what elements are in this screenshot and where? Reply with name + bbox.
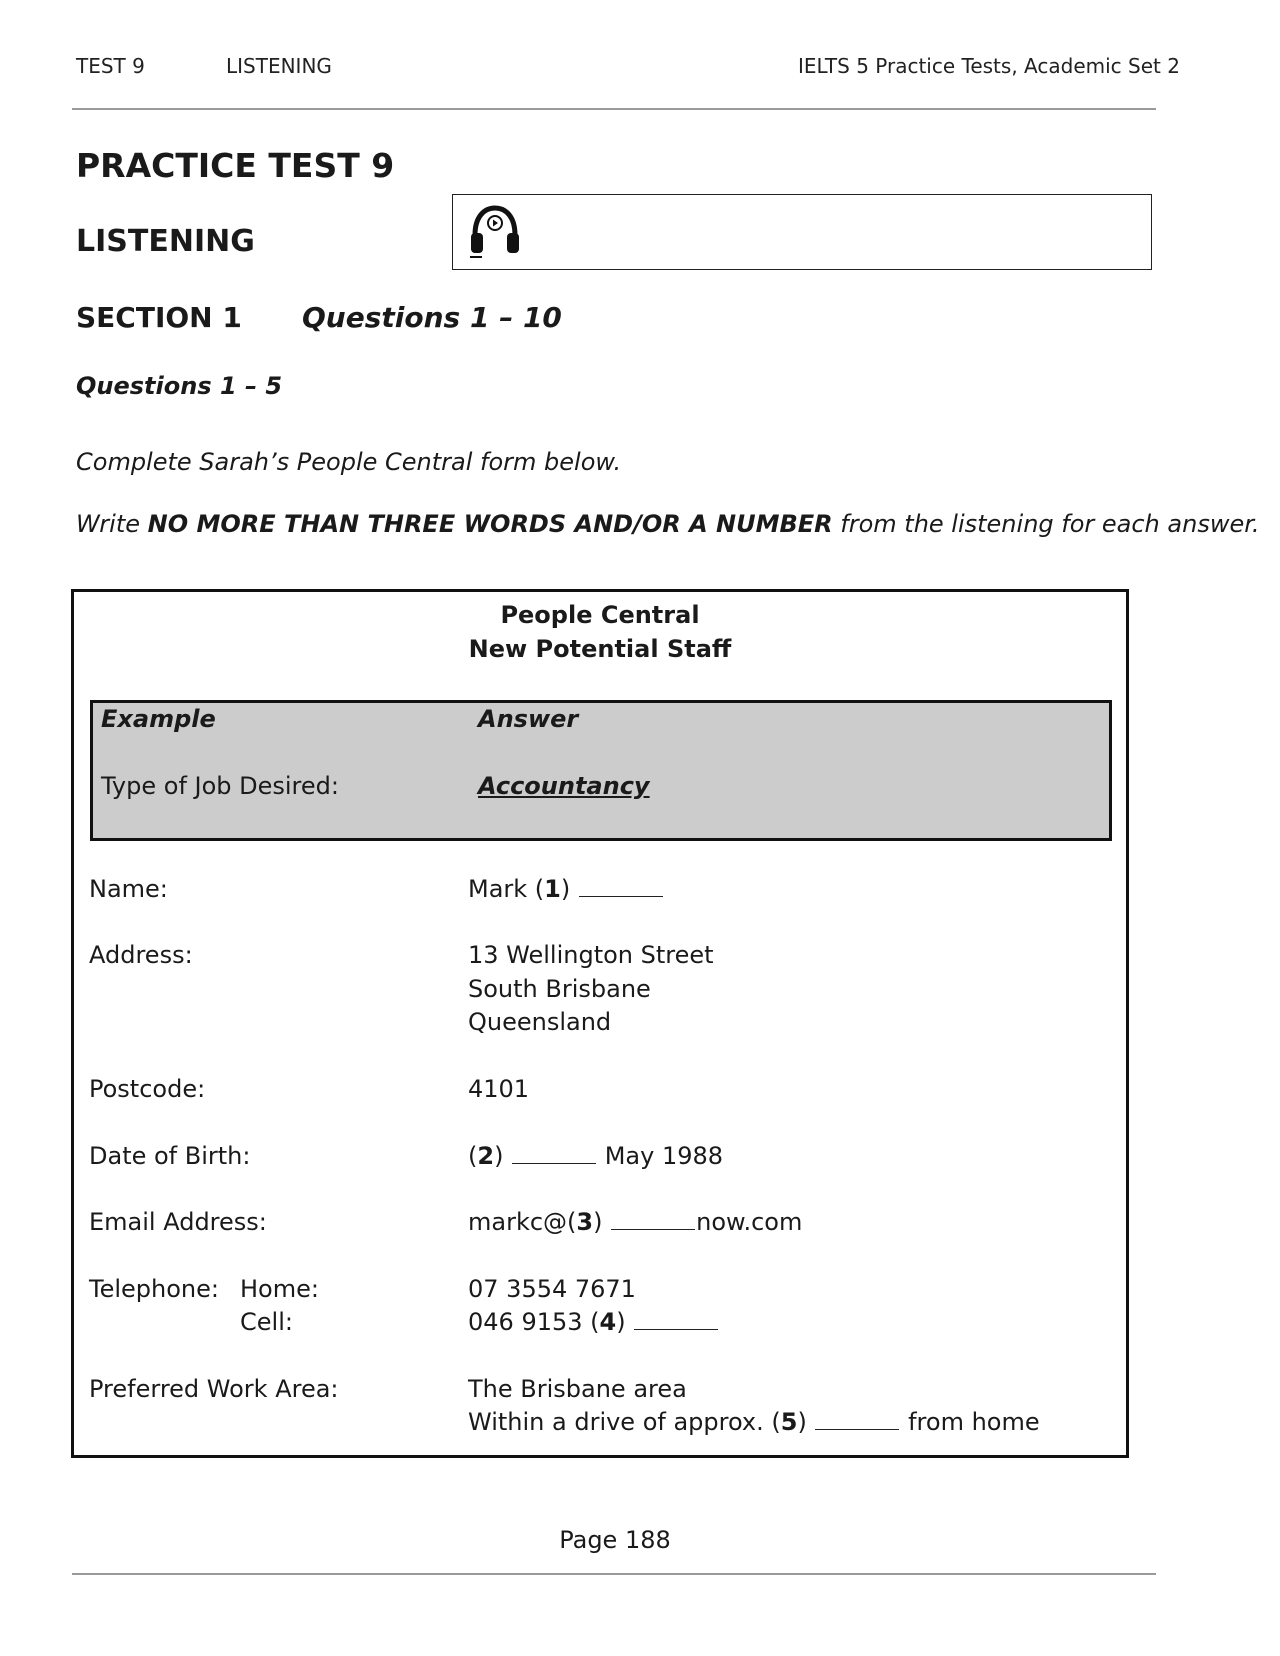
telephone-label: Telephone: bbox=[89, 1275, 219, 1303]
name-value: Mark (1) bbox=[468, 875, 664, 903]
instruction-2-post: from the listening for each answer. bbox=[832, 510, 1260, 538]
answer-label: Answer bbox=[478, 705, 579, 733]
subsection-questions: Questions 1 – 5 bbox=[76, 372, 283, 400]
footer-rule bbox=[72, 1573, 1156, 1575]
work-line-2-suffix: from home bbox=[908, 1408, 1040, 1436]
address-line-3: Queensland bbox=[468, 1008, 612, 1036]
email-prefix: markc@( bbox=[468, 1208, 577, 1236]
audio-box[interactable] bbox=[452, 194, 1152, 270]
question-1-number: 1 bbox=[544, 875, 561, 903]
header-rule bbox=[72, 108, 1156, 110]
form-title: People Central bbox=[500, 601, 700, 629]
header-section: LISTENING bbox=[226, 54, 332, 78]
instruction-2-pre: Write bbox=[76, 510, 148, 538]
cell-label: Cell: bbox=[240, 1308, 293, 1336]
postcode-label: Postcode: bbox=[89, 1075, 206, 1103]
answer-blank-1[interactable] bbox=[579, 878, 663, 897]
instruction-1: Complete Sarah’s People Central form below. bbox=[76, 448, 622, 476]
work-area-label: Preferred Work Area: bbox=[89, 1375, 339, 1403]
headphones-play-icon[interactable] bbox=[467, 203, 523, 259]
question-5-number: 5 bbox=[780, 1408, 798, 1436]
dob-label: Date of Birth: bbox=[89, 1142, 251, 1170]
page-title: PRACTICE TEST 9 bbox=[76, 146, 395, 185]
name-label: Name: bbox=[89, 875, 168, 903]
example-field-label: Type of Job Desired: bbox=[101, 772, 339, 800]
question-3-number: 3 bbox=[576, 1208, 594, 1236]
name-prefix: Mark ( bbox=[468, 875, 545, 903]
section-label: SECTION 1 bbox=[76, 301, 242, 334]
answer-blank-5[interactable] bbox=[815, 1411, 899, 1430]
work-area-line-2: Within a drive of approx. (5) from home bbox=[468, 1408, 1040, 1436]
header-book-title: IELTS 5 Practice Tests, Academic Set 2 bbox=[798, 54, 1180, 78]
cell-phone-value: 046 9153 (4) bbox=[468, 1308, 719, 1336]
form-subtitle: New Potential Staff bbox=[468, 635, 732, 663]
email-value: markc@(3) now.com bbox=[468, 1208, 803, 1236]
answer-blank-3[interactable] bbox=[611, 1211, 695, 1230]
address-label: Address: bbox=[89, 941, 193, 969]
email-suffix: now.com bbox=[696, 1208, 803, 1236]
address-line-1: 13 Wellington Street bbox=[468, 941, 714, 969]
work-area-line-1: The Brisbane area bbox=[468, 1375, 687, 1403]
example-box bbox=[90, 700, 1112, 841]
email-label: Email Address: bbox=[89, 1208, 267, 1236]
instruction-2-bold: NO MORE THAN THREE WORDS AND/OR A NUMBER bbox=[147, 510, 833, 538]
address-line-2: South Brisbane bbox=[468, 975, 651, 1003]
question-2-number: 2 bbox=[477, 1142, 495, 1170]
work-line-2-prefix: Within a drive of approx. ( bbox=[468, 1408, 781, 1436]
answer-blank-4[interactable] bbox=[634, 1311, 718, 1330]
answer-blank-2[interactable] bbox=[512, 1145, 596, 1164]
instruction-2 bbox=[76, 510, 1260, 538]
page-subtitle: LISTENING bbox=[76, 224, 255, 259]
dob-suffix: May 1988 bbox=[604, 1142, 724, 1170]
header-test: TEST 9 bbox=[76, 54, 145, 78]
example-label: Example bbox=[101, 705, 216, 733]
postcode-value: 4101 bbox=[468, 1075, 530, 1103]
home-label: Home: bbox=[240, 1275, 319, 1303]
question-4-number: 4 bbox=[599, 1308, 617, 1336]
example-answer: Accountancy bbox=[478, 772, 650, 800]
section-questions: Questions 1 – 10 bbox=[302, 301, 562, 334]
cell-prefix: 046 9153 ( bbox=[468, 1308, 600, 1336]
home-phone-value: 07 3554 7671 bbox=[468, 1275, 636, 1303]
page-number: Page 188 bbox=[559, 1526, 671, 1554]
dob-value: (2) May 1988 bbox=[468, 1142, 724, 1170]
